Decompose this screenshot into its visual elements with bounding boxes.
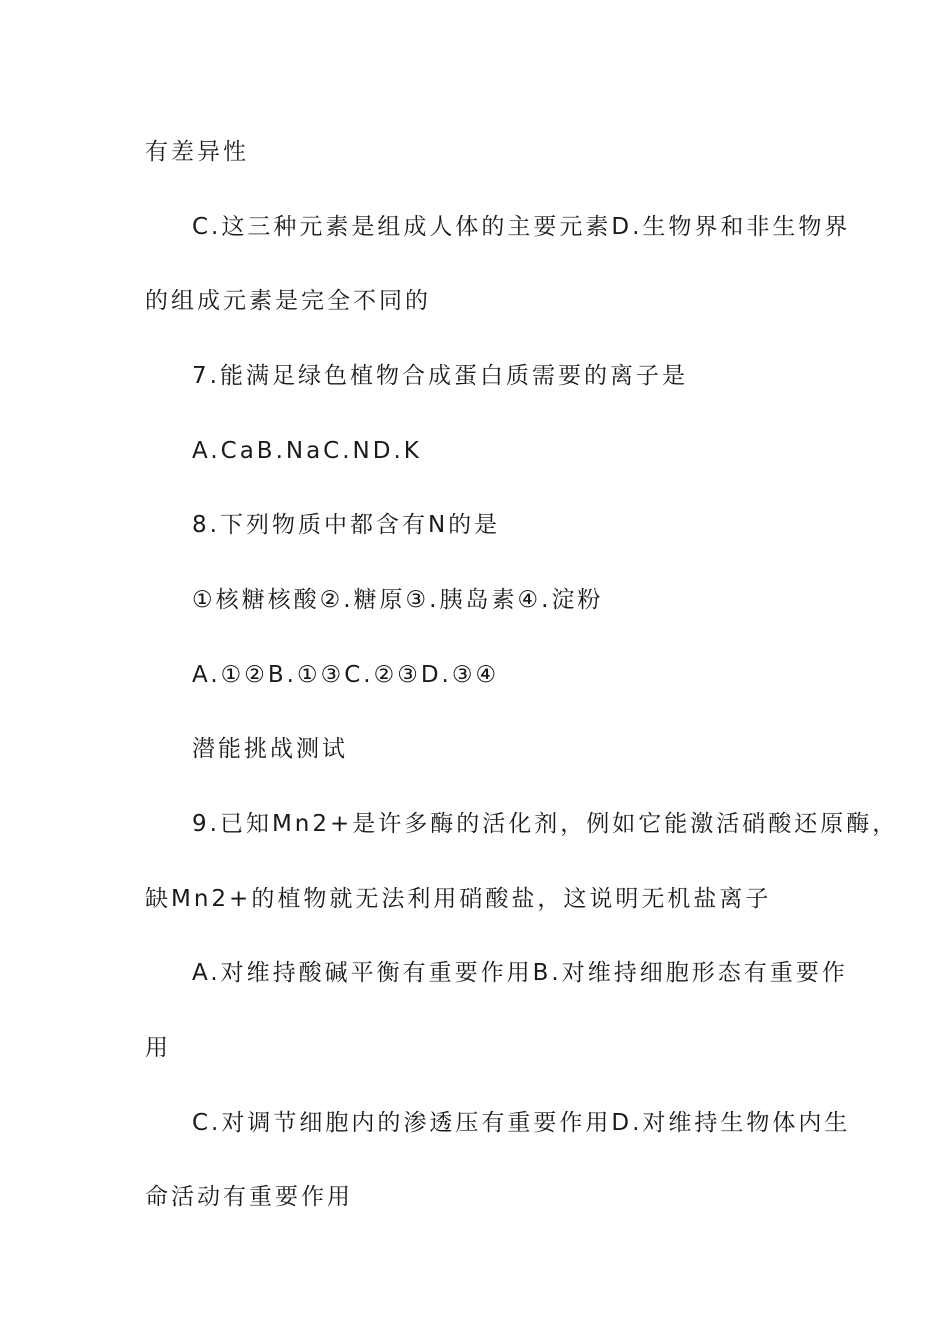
q9-option-c-d: C.对调节细胞内的渗透压有重要作用D.对维持生物体内生 [192, 1110, 851, 1136]
q8-substances: ①核糖核酸②.糖原③.胰岛素④.淀粉 [192, 587, 604, 613]
question-9: 9.已知Mn2+是许多酶的活化剂，例如它能激活硝酸还原酶， [192, 811, 899, 837]
q7-options: A.CaB.NaC.ND.K [192, 438, 422, 464]
q9-option-b-continuation: 用 [145, 1035, 171, 1061]
q9-option-d-continuation: 命活动有重要作用 [145, 1184, 353, 1210]
question-8: 8.下列物质中都含有N的是 [192, 512, 501, 538]
section-heading: 潜能挑战测试 [192, 736, 348, 762]
q6-option-d-continuation: 的组成元素是完全不同的 [145, 288, 431, 314]
q6-option-c-d: C.这三种元素是组成人体的主要元素D.生物界和非生物界 [192, 214, 851, 240]
question-9-continuation: 缺Mn2+的植物就无法利用硝酸盐，这说明无机盐离子 [145, 886, 772, 912]
q9-option-a-b: A.对维持酸碱平衡有重要作用B.对维持细胞形态有重要作 [192, 960, 848, 986]
question-7: 7.能满足绿色植物合成蛋白质需要的离子是 [192, 363, 688, 389]
text-line-continuation-b: 有差异性 [145, 139, 249, 165]
q8-options: A.①②B.①③C.②③D.③④ [192, 662, 500, 688]
